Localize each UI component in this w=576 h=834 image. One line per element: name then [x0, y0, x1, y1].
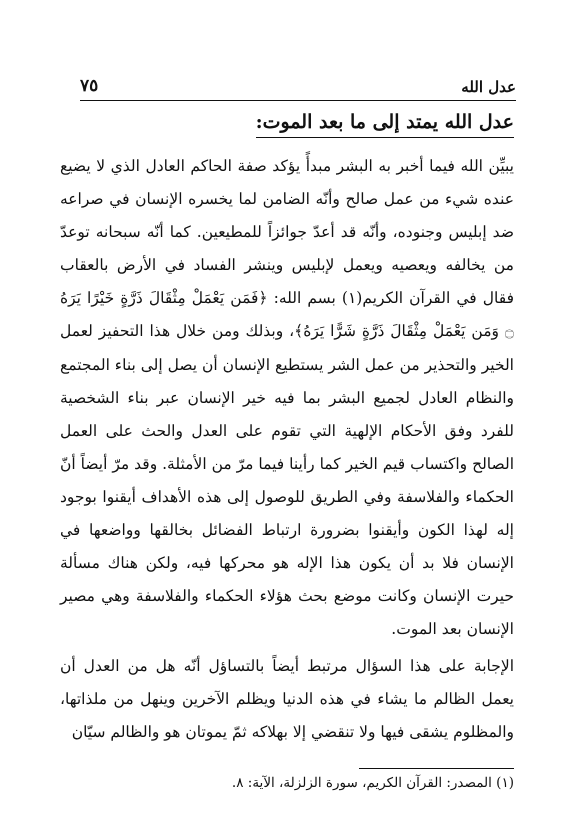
page-number: ٧٥ [80, 76, 99, 96]
body-paragraph-1: يبيِّن الله فيما أخبر به البشر مبدأً يؤكد صفة الحاكم العادل الذي لا يضيع عنده شيء من عمل صالح وأنّه الضامن لما يخسره الإنسان في صراعه ضد إبليس وجنوده، وأنّه قد أعدّ جوائزاً للمطيعين. كما أنّه سبحانه توعدّ من يخالفه ويعصيه ويعمل لإبليس وينشر الفساد في الأرض بالعقاب فقال في القرآن الكريم(١) بسم الله: ﴿فَمَن يَعْمَلْ مِثْقَالَ ذَرَّةٍ خَيْرًا يَرَهُ ۝ وَمَن يَعْمَلْ مِثْقَالَ ذَرَّةٍ شَرًّا يَرَهُ﴾، وبذلك ومن خلال هذا التحفيز لعمل الخير والتحذير من عمل الشر يستطيع الإنسان أن يصل إلى بناء المجتمع والنظام العادل لجميع البشر بما فيه خير الإنسان عبر بناء الشخصية للفرد وفق الأحكام الإلهية التي تقوم على العدل والحث على العمل الصالح واكتساب قيم الخير كما رأينا فيما مرّ من الأمثلة. وقد مرّ أيضاً أنّ الحكماء والفلاسفة وفي الطريق للوصول إلى هذه الأهداف أيقنوا بوجود إله لهذا الكون وأيقنوا بضرورة ارتباط الفضائل بخالقها وواضعها في الإنسان فلا بد أن يكون هذا الإله هو محركها فيه، ولكن هناك مسألة حيرت الإنسان وكانت موضع بحث هؤلاء الحكماء والفلاسفة وهي مصير الإنسان بعد الموت. [60, 157, 514, 639]
section-heading: عدل الله يمتد إلى ما بعد الموت: [256, 108, 514, 138]
body-paragraph-2: الإجابة على هذا السؤال مرتبط أيضاً بالتساؤل أنّه هل من العدل أن يعمل الظالم ما يشاء في هذه الدنيا ويظلم الآخرين وينهل من ملذاتها، والمظلوم يشقى فيها ولا تنقضي إلا بهلاكه ثمّ يموتان هو والظالم سيّان [60, 657, 514, 742]
footnote-divider [359, 768, 514, 769]
footnote: (١) المصدر: القرآن الكريم، سورة الزلزلة، الآية: ٨. [231, 775, 514, 791]
running-title: عدل الله [461, 78, 516, 96]
page-header [80, 70, 516, 101]
